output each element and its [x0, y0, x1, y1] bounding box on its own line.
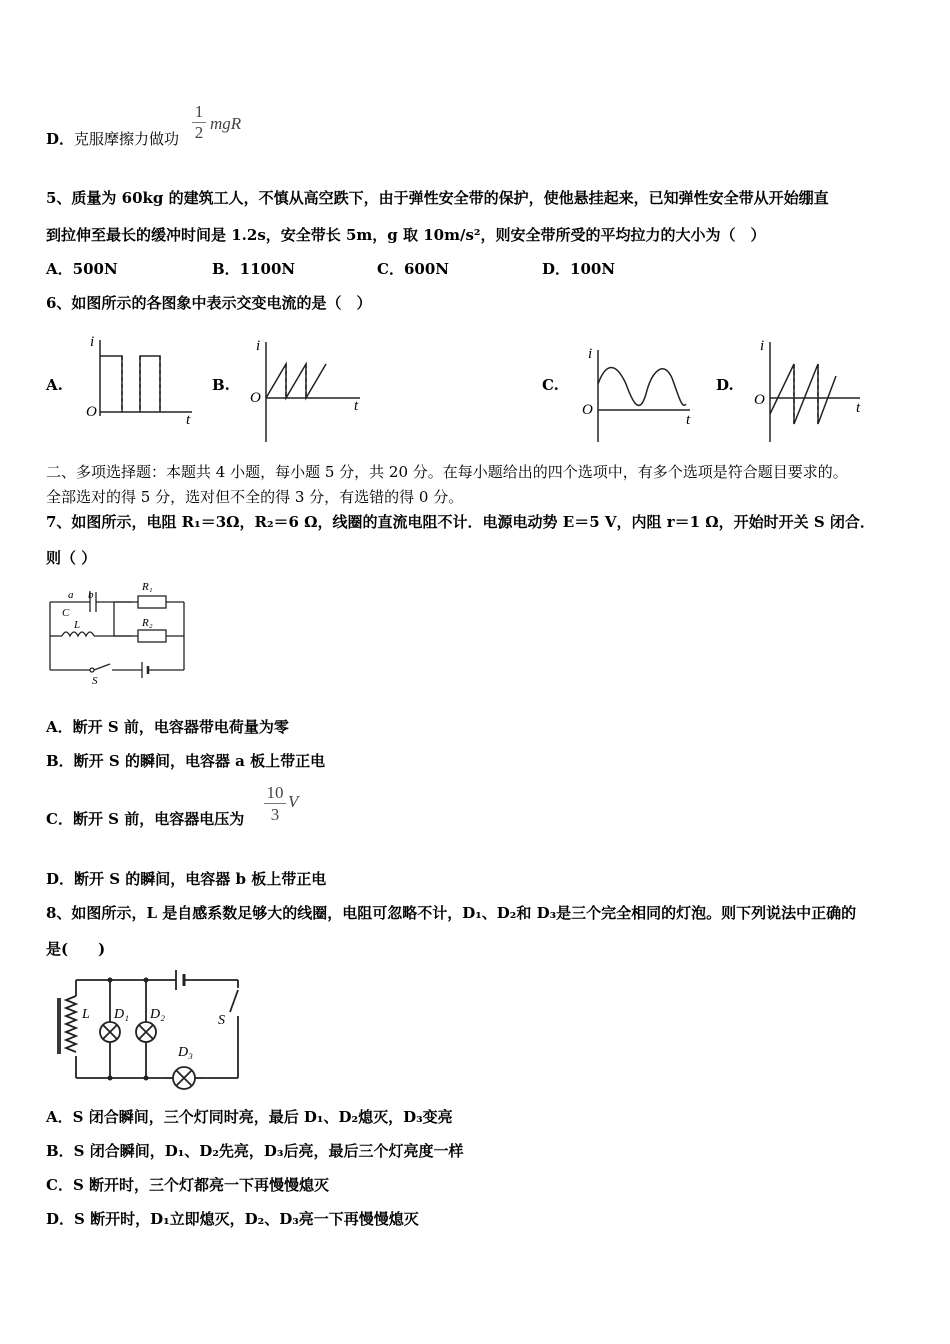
q6-graph-a — [80, 328, 200, 428]
q6-label-a: A. — [46, 376, 63, 394]
q7-stem-line1: 7、如图所示，电阻 R₁＝3Ω，R₂＝6 Ω，线圈的直流电阻不计．电源电动势 E＝5 V，内阻 r＝1 Ω，开始时开关 S 闭合． — [46, 513, 875, 531]
q7-stem-line2: 则（ ） — [46, 549, 97, 567]
q7-frac-den: 3 — [264, 803, 286, 825]
q7-circuit — [46, 578, 196, 686]
q4-frac-num: 1 — [194, 102, 204, 121]
q4-option-d-text: 克服摩擦力做功 — [74, 130, 180, 148]
q5-stem-line1: 5、质量为 60kg 的建筑工人，不慎从高空跌下，由于弹性安全带的保护，使他悬挂起来，已知弹性安全带从开始绷直 — [46, 189, 829, 207]
q6-a-origin: O — [86, 404, 97, 420]
q7-option-c: C．断开 S 前，电容器电压为 — [46, 810, 245, 828]
q6-b-axis-t: t — [354, 398, 359, 414]
q5-option-d: D．100N — [542, 260, 616, 278]
q6-c-axis-i: i — [588, 346, 593, 362]
q8-label-d3: D₃ — [178, 1045, 193, 1060]
q6-label-c: C. — [542, 376, 559, 394]
q4-frac-den: 2 — [192, 122, 206, 143]
q6-b-origin: O — [250, 390, 261, 406]
q8-label-l: L — [82, 1007, 90, 1022]
q6-c-axis-t: t — [686, 412, 691, 428]
section2-line1: 二、多项选择题：本题共 4 小题，每小题 5 分，共 20 分。在每小题给出的四个选项中，有多个选项是符合题目要求的。 — [46, 463, 848, 481]
q7-label-l: L — [74, 619, 81, 631]
q7-label-s: S — [92, 675, 98, 687]
q7-label-r1: R₁ — [142, 581, 153, 593]
q5-option-c: C．600N — [377, 260, 449, 278]
q7-frac-num: 10 — [266, 783, 284, 802]
q7-fraction — [264, 782, 286, 825]
q8-label-d2: D₂ — [150, 1007, 165, 1022]
q5-stem-line2: 到拉伸至最长的缓冲时间是 1.2s，安全带长 5m，g 取 10m/s²，则安全带所受的平均拉力的大小为（ ） — [46, 226, 766, 244]
q8-option-d: D．S 断开时，D₁立即熄灭，D₂、D₃亮一下再慢慢熄灭 — [46, 1210, 419, 1228]
q4-option-d-label: D． — [46, 130, 75, 148]
q8-circuit — [56, 966, 256, 1086]
q6-a-axis-i: i — [90, 334, 95, 350]
q7-option-a: A．断开 S 前，电容器带电荷量为零 — [46, 718, 289, 736]
q8-label-d1: D₁ — [114, 1007, 129, 1022]
q6-graph-b — [248, 334, 368, 446]
q6-d-origin: O — [754, 392, 765, 408]
q6-stem: 6、如图所示的各图象中表示交变电流的是（ ） — [46, 294, 372, 312]
q6-graph-d — [752, 336, 872, 446]
q8-option-a: A．S 闭合瞬间，三个灯同时亮，最后 D₁、D₂熄灭，D₃变亮 — [46, 1108, 453, 1126]
q7-label-r2: R₂ — [142, 617, 153, 629]
q6-d-axis-t: t — [856, 400, 861, 416]
q6-b-axis-i: i — [256, 338, 261, 354]
q7-unit: V — [288, 792, 299, 811]
q5-option-a: A．500N — [46, 260, 118, 278]
q6-label-b: B. — [212, 376, 230, 394]
q7-option-b: B．断开 S 的瞬间，电容器 a 板上带正电 — [46, 752, 326, 770]
q6-graph-c — [582, 344, 702, 448]
q4-fraction — [192, 102, 206, 143]
q4-expr: mgR — [210, 114, 242, 133]
q6-label-d: D. — [716, 376, 734, 394]
q7-option-d: D．断开 S 的瞬间，电容器 b 板上带正电 — [46, 870, 327, 888]
q8-option-b: B．S 闭合瞬间，D₁、D₂先亮，D₃后亮，最后三个灯亮度一样 — [46, 1142, 464, 1160]
q8-stem-line2: 是( ) — [46, 940, 106, 958]
q4-option-d — [46, 128, 179, 149]
section2-line2: 全部选对的得 5 分，选对但不全的得 3 分，有选错的得 0 分。 — [46, 488, 464, 506]
q6-d-axis-i: i — [760, 338, 765, 354]
q6-c-origin: O — [582, 402, 593, 418]
q8-label-s: S — [218, 1013, 225, 1028]
q6-a-axis-t: t — [186, 412, 191, 428]
q7-label-b: b — [88, 589, 94, 601]
q7-label-c: C — [62, 607, 70, 619]
q8-option-c: C．S 断开时，三个灯都亮一下再慢慢熄灭 — [46, 1176, 329, 1194]
q8-stem-line1: 8、如图所示，L 是自感系数足够大的线圈，电阻可忽略不计，D₁、D₂和 D₃是三个完全相同的灯泡。则下列说法中正确的 — [46, 904, 857, 922]
q5-option-b: B．1100N — [212, 260, 296, 278]
q7-label-a: a — [68, 589, 74, 601]
